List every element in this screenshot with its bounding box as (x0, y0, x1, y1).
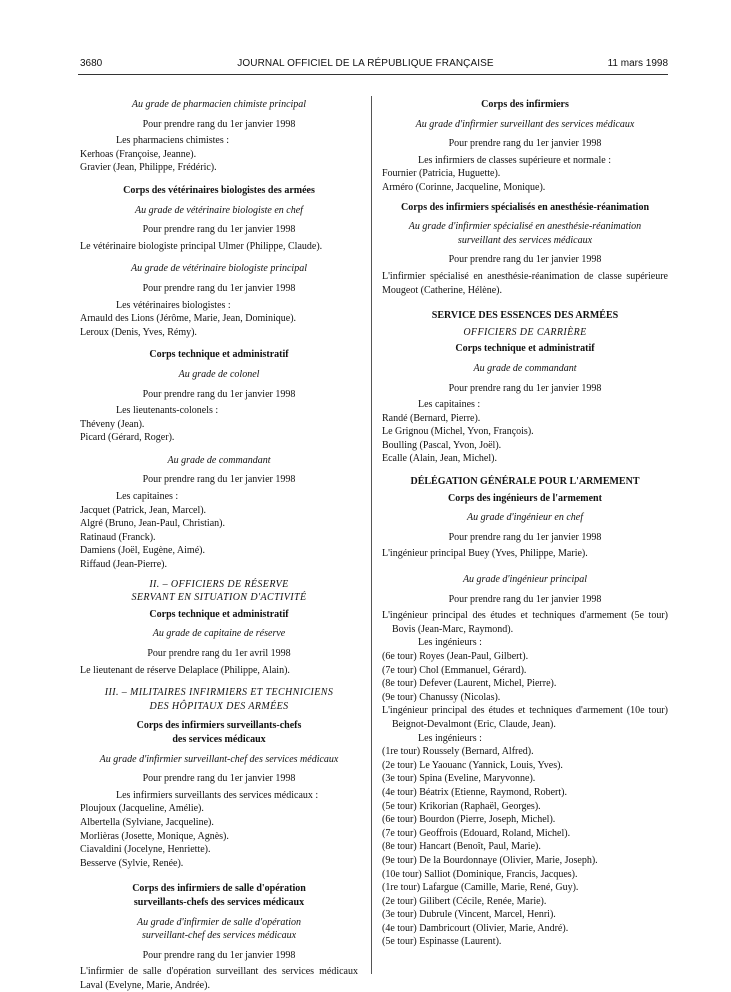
list-intro: Les pharmaciens chimistes : (116, 135, 230, 147)
list-item: Le lieutenant de réserve Delaplace (Philippe, Alain). (80, 664, 290, 676)
section-heading: SERVANT EN SITUATION D'ACTIVITÉ (131, 592, 307, 604)
list-item: L'ingénieur principal Buey (Yves, Philippe, Marie). (382, 548, 588, 560)
list-item: (6e tour) Royes (Jean-Paul, Gilbert). (382, 651, 529, 662)
list-item: L'infirmier de salle d'opération surveillant des services médicaux Laval (Evelyne, Marie, Andrée). (80, 966, 358, 991)
rank-date: Pour prendre rang du 1er janvier 1998 (142, 949, 296, 961)
grade-heading: Au grade de vétérinaire biologiste en chef (135, 204, 303, 216)
section-heading: DÉLÉGATION GÉNÉRALE POUR L'ARMEMENT (410, 476, 640, 488)
section-heading: DES HÔPITAUX DES ARMÉES (149, 700, 289, 712)
header-rule (78, 74, 668, 75)
list-item: Albertella (Sylviane, Jacqueline). (80, 816, 214, 828)
list-item: Morlièras (Josette, Monique, Agnès). (80, 830, 229, 842)
list-item: (9e tour) Chanussy (Nicolas). (382, 691, 501, 703)
grade-heading: Au grade d'infirmier surveillant-chef des services médicaux (99, 753, 339, 765)
rank-date: Pour prendre rang du 1er janvier 1998 (142, 474, 296, 486)
list-item: Ciavaldini (Jocelyne, Henriette). (80, 844, 211, 856)
list-item: Le Grignou (Michel, Yvon, François). (382, 426, 534, 438)
list-item: Picard (Gérard, Roger). (80, 432, 175, 444)
rank-date: Pour prendre rang du 1er janvier 1998 (448, 382, 602, 394)
list-item: Boulling (Pascal, Yvon, Joël). (382, 439, 502, 451)
list-item: (2e tour) Le Yaouanc (Yannick, Louis, Yves). (382, 759, 563, 771)
list-intro: Les infirmiers de classes supérieure et normale : (418, 154, 611, 166)
list-intro: Les capitaines : (116, 491, 179, 503)
issue-date: 11 mars 1998 (607, 58, 668, 69)
list-intro: Les infirmiers surveillants des services médicaux : (116, 789, 319, 801)
column-divider (371, 96, 372, 974)
list-item: Riffaud (Jean-Pierre). (80, 559, 168, 571)
list-item: (7e tour) Chol (Emmanuel, Gérard). (382, 664, 527, 676)
grade-heading: surveillant des services médicaux (457, 234, 593, 246)
corps-heading: surveillants-chefs des services médicaux (133, 896, 305, 908)
list-item: L'ingénieur principal des études et techniques d'armement (10e tour) Beignot-Devalmont (Eric, Claude, Jean). (382, 705, 668, 730)
list-item: (4e tour) Dambricourt (Olivier, Marie, André). (382, 922, 569, 934)
grade-heading: Au grade de vétérinaire biologiste principal (131, 263, 307, 275)
rank-date: Pour prendre rang du 1er janvier 1998 (142, 773, 296, 785)
list-intro: Les vétérinaires biologistes : (116, 299, 231, 311)
list-item: Leroux (Denis, Yves, Rémy). (80, 326, 197, 338)
grade-heading: Au grade d'infirmier de salle d'opération (137, 916, 301, 928)
list-item: (1re tour) Roussely (Bernard, Alfred). (382, 746, 534, 758)
rank-date: Pour prendre rang du 1er avril 1998 (147, 648, 291, 659)
grade-heading: Au grade d'infirmier spécialisé en anesthésie-réanimation (408, 221, 642, 233)
corps-heading: Corps technique et administratif (149, 608, 289, 620)
section-heading: III. – MILITAIRES INFIRMIERS ET TECHNICIENS (104, 687, 334, 699)
rank-date: Pour prendre rang du 1er janvier 1998 (142, 224, 296, 236)
grade-heading: Au grade de colonel (178, 368, 260, 380)
list-item: Ratinaud (Franck). (80, 531, 156, 543)
corps-heading: Corps des infirmiers spécialisés en anesthésie-réanimation (400, 201, 650, 213)
list-item: (7e tour) Geoffrois (Edouard, Roland, Michel). (382, 827, 571, 839)
rank-date: Pour prendre rang du 1er janvier 1998 (448, 254, 602, 266)
grade-heading: Au grade de pharmacien chimiste principal (131, 99, 307, 110)
section-heading: SERVICE DES ESSENCES DES ARMÉES (431, 310, 619, 322)
list-item: L'ingénieur principal des études et techniques d'armement (5e tour) Bovis (Jean-Marc, Raymond). (382, 610, 668, 635)
grade-heading: Au grade de commandant (473, 362, 577, 374)
list-item: Arméro (Corinne, Jacqueline, Monique). (382, 181, 546, 193)
list-item: Damiens (Joël, Eugène, Aimé). (80, 545, 205, 557)
grade-heading: Au grade d'ingénieur principal (462, 574, 588, 586)
corps-heading: Corps des ingénieurs de l'armement (448, 492, 602, 504)
list-intro: Les ingénieurs : (418, 637, 482, 649)
list-item: (3e tour) Spina (Eveline, Maryvonne). (382, 773, 536, 785)
grade-heading: Au grade de capitaine de réserve (152, 628, 286, 640)
list-item: Algré (Bruno, Jean-Paul, Christian). (80, 518, 225, 530)
corps-heading: Corps des infirmiers de salle d'opération (132, 883, 306, 895)
rank-date: Pour prendre rang du 1er janvier 1998 (142, 388, 296, 400)
list-item: (3e tour) Dubrule (Vincent, Marcel, Henri). (382, 909, 556, 921)
corps-heading: Corps technique et administratif (455, 343, 595, 355)
list-item: Le vétérinaire biologiste principal Ulmer (Philippe, Claude). (80, 240, 323, 252)
corps-heading: Corps des infirmiers (481, 99, 569, 110)
list-item: L'infirmier spécialisé en anesthésie-réanimation de classe supérieure Mougeot (Catherine, Hélène). (382, 270, 668, 296)
list-item: Randé (Bernard, Pierre). (382, 412, 481, 424)
rank-date: Pour prendre rang du 1er janvier 1998 (448, 531, 602, 543)
list-item: (8e tour) Hancart (Benoît, Paul, Marie). (382, 841, 541, 853)
list-item: Ploujoux (Jacqueline, Amélie). (80, 803, 204, 815)
rank-date: Pour prendre rang du 1er janvier 1998 (448, 593, 602, 605)
list-item: (10e tour) Salliot (Dominique, Francis, Jacques). (382, 868, 578, 880)
page-header (0, 58, 731, 72)
grade-heading: Au grade d'infirmier surveillant des services médicaux (415, 118, 635, 130)
corps-heading: Corps technique et administratif (149, 349, 289, 361)
list-intro: Les ingénieurs : (418, 732, 482, 744)
rank-date: Pour prendre rang du 1er janvier 1998 (142, 118, 296, 130)
list-item: Ecalle (Alain, Jean, Michel). (382, 453, 497, 465)
list-item: (5e tour) Espinasse (Laurent). (382, 936, 502, 948)
list-item: (5e tour) Krikorian (Raphaël, Georges). (382, 800, 541, 812)
grade-heading: Au grade de commandant (167, 454, 271, 466)
list-intro: Les lieutenants-colonels : (116, 405, 219, 417)
list-item: Jacquet (Patrick, Jean, Marcel). (80, 504, 207, 516)
list-item: Fournier (Patricia, Huguette). (382, 168, 501, 180)
list-item: (9e tour) De la Bourdonnaye (Olivier, Marie, Joseph). (382, 854, 598, 866)
list-item: (4e tour) Béatrix (Etienne, Raymond, Robert). (382, 786, 567, 798)
right-column (382, 98, 668, 949)
corps-heading: des services médicaux (172, 733, 266, 745)
list-item: Besserve (Sylvie, Renée). (80, 857, 184, 869)
list-item: Arnauld des Lions (Jérôme, Marie, Jean, Dominique). (80, 313, 297, 325)
journal-title: JOURNAL OFFICIEL DE LA RÉPUBLIQUE FRANÇAISE (237, 58, 494, 69)
rank-date: Pour prendre rang du 1er janvier 1998 (142, 282, 296, 294)
grade-heading: surveillant-chef des services médicaux (141, 930, 297, 942)
corps-heading: Corps des vétérinaires biologistes des armées (123, 184, 315, 196)
grade-heading: Au grade d'ingénieur en chef (467, 512, 583, 524)
list-item: Kerhoas (Françoise, Jeanne). (80, 148, 197, 160)
rank-date: Pour prendre rang du 1er janvier 1998 (448, 138, 602, 150)
section-heading: II. – OFFICIERS DE RÉSERVE (149, 578, 289, 590)
list-item: (2e tour) Gilibert (Cécile, Renée, Marie). (382, 895, 547, 907)
page-number: 3680 (80, 58, 103, 69)
list-item: (1re tour) Lafargue (Camille, Marie, René, Guy). (382, 882, 579, 894)
list-item: (6e tour) Bourdon (Pierre, Joseph, Michel). (382, 814, 556, 826)
list-item: Théveny (Jean). (80, 418, 145, 430)
list-item: (8e tour) Defever (Laurent, Michel, Pierre). (382, 678, 557, 690)
left-column (80, 98, 358, 992)
list-item: Gravier (Jean, Philippe, Frédéric). (80, 162, 217, 174)
list-intro: Les capitaines : (418, 399, 481, 411)
subsection-heading: OFFICIERS DE CARRIÈRE (463, 326, 587, 338)
corps-heading: Corps des infirmiers surveillants-chefs (136, 720, 302, 732)
